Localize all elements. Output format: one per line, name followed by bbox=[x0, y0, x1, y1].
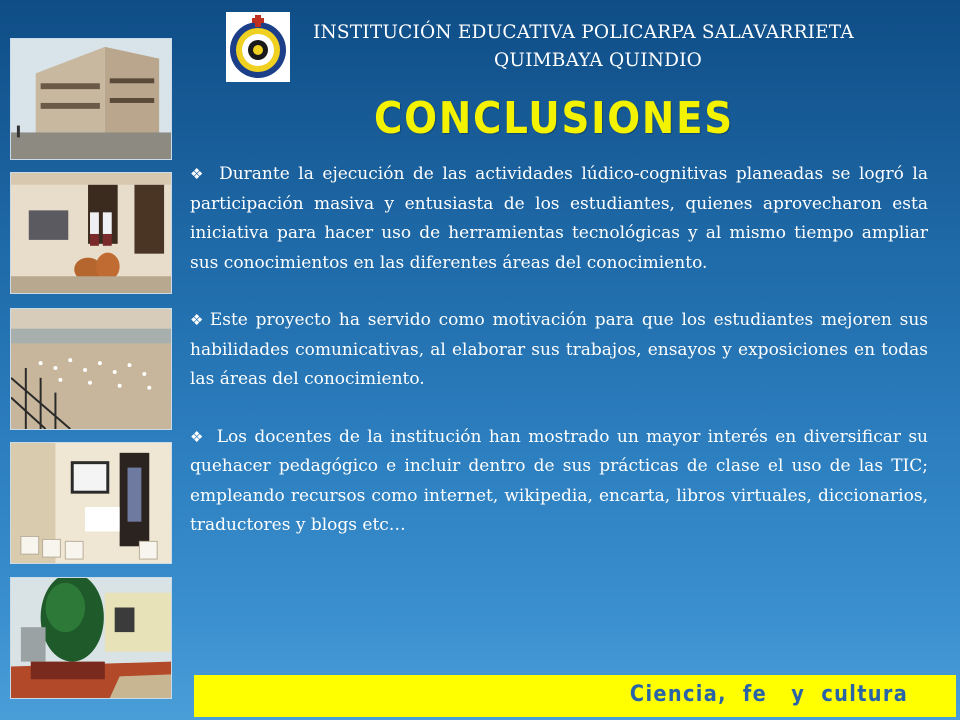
school-building-photo bbox=[10, 38, 172, 160]
chapel-interior-photo bbox=[10, 442, 172, 564]
conclusion-text: Durante la ejecución de las actividades lúdico-cognitivas planeadas se logró la participación masiva y entusiasta de los estudiantes, quienes aprovecharon esta iniciativa para hacer uso de herramientas tecnológicas y al mismo tiempo ampliar sus conocimientos en las diferentes áreas del conocimiento. bbox=[190, 164, 928, 273]
conclusion-item bbox=[190, 306, 928, 395]
garden-patio-photo bbox=[10, 577, 172, 699]
school-crest-logo bbox=[226, 12, 290, 82]
school-courtyard-photo bbox=[10, 308, 172, 430]
conclusion-text: Este proyecto ha servido como motivación para que los estudiantes mejoren sus habilidades comunicativas, al elaborar sus trabajos, ensayos y exposiciones en todas las áreas del conocimiento. bbox=[190, 310, 928, 389]
conclusion-text: Los docentes de la institución han mostrado un mayor interés en diversificar su quehacer pedagógico e incluir dentro de sus prácticas de clase el uso de las TIC; empleando recursos como internet, wikipedia, encarta, libros virtuales, diccionarios, traductores y blogs etc… bbox=[190, 426, 929, 535]
students-hallway-photo bbox=[10, 172, 172, 294]
diamond-bullet-icon: ❖ bbox=[190, 427, 206, 446]
footer-bar bbox=[194, 675, 956, 717]
diamond-bullet-icon: ❖ bbox=[190, 165, 207, 183]
conclusion-item bbox=[190, 160, 928, 278]
institution-name: INSTITUCIÓN EDUCATIVA POLICARPA SALAVARRIETA bbox=[313, 22, 854, 43]
diamond-bullet-icon: ❖ bbox=[190, 311, 206, 329]
conclusion-item bbox=[190, 423, 928, 541]
slide-title: CONCLUSIONES bbox=[374, 93, 734, 144]
footer-motto: Ciencia, fe y cultura bbox=[629, 682, 908, 707]
institution-location: QUIMBAYA QUINDIO bbox=[494, 50, 702, 71]
conclusions-list bbox=[190, 160, 928, 569]
